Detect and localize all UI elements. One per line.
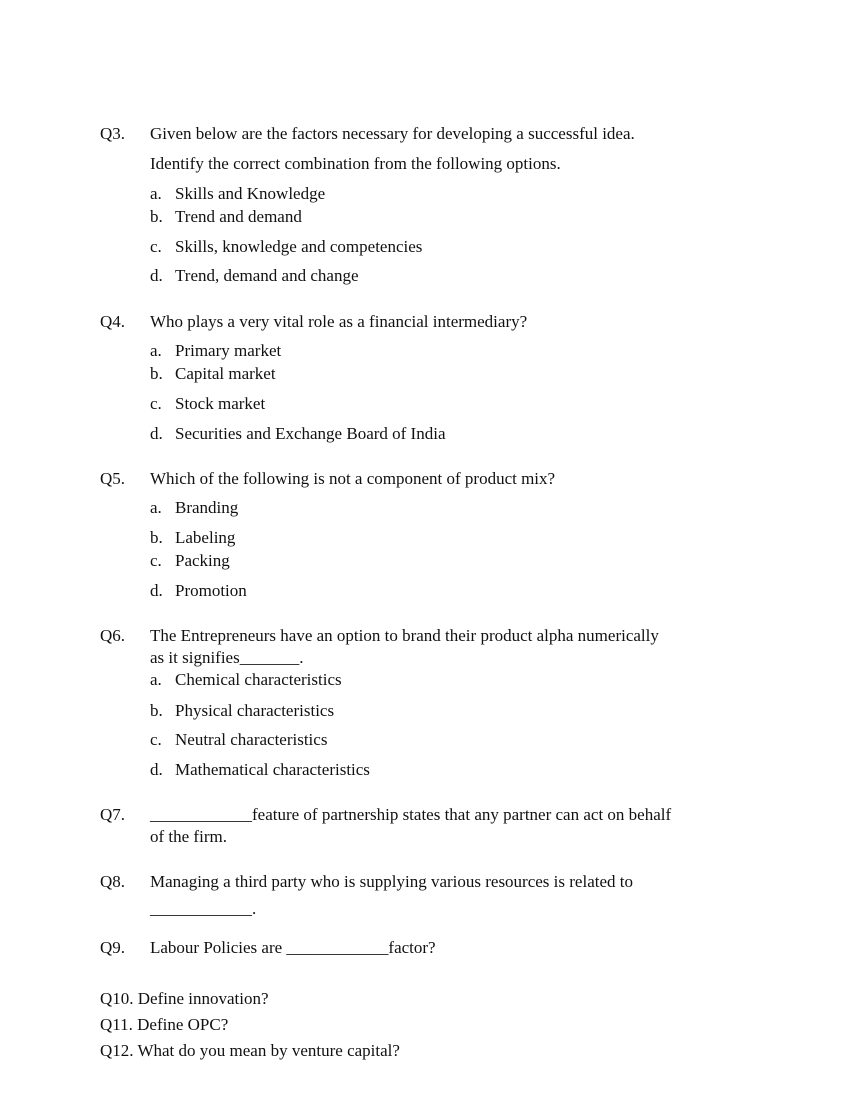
question-text-continued: as it signifies_______.	[150, 648, 304, 667]
short-question-q10: Q10. Define innovation?	[100, 989, 269, 1008]
option-letter: b.	[150, 701, 163, 720]
option-text: Neutral characteristics	[175, 730, 328, 749]
question-number: Q7.	[100, 805, 126, 824]
option-text: Labeling	[175, 528, 236, 547]
option-letter: a.	[150, 670, 162, 689]
option-letter: d.	[150, 760, 163, 779]
option-text: Skills and Knowledge	[175, 184, 326, 203]
question-text: Who plays a very vital role as a financial intermediary?	[150, 312, 528, 331]
option-text: Skills, knowledge and competencies	[175, 237, 423, 256]
question-text: ____________feature of partnership states that any partner can act on behalf	[150, 805, 672, 824]
option-letter: b.	[150, 364, 163, 383]
option-text: Trend and demand	[175, 207, 302, 226]
option-letter: b.	[150, 207, 163, 226]
option-letter: a.	[150, 498, 162, 517]
question-number: Q3.	[100, 124, 126, 143]
question-text: Which of the following is not a component of product mix?	[150, 469, 556, 488]
option-text: Trend, demand and change	[175, 266, 359, 285]
short-question-q12: Q12. What do you mean by venture capital?	[100, 1041, 400, 1060]
option-text: Packing	[175, 551, 230, 570]
question-text: Labour Policies are ____________factor?	[150, 938, 436, 957]
option-text: Promotion	[175, 581, 247, 600]
option-text: Stock market	[175, 394, 266, 413]
option-letter: a.	[150, 341, 162, 360]
question-number: Q9.	[100, 938, 126, 957]
question-number: Q8.	[100, 872, 126, 891]
option-text: Physical characteristics	[175, 701, 335, 720]
option-letter: c.	[150, 730, 162, 749]
question-text: The Entrepreneurs have an option to brand their product alpha numerically	[150, 626, 659, 645]
question-text-continued: Identify the correct combination from the following options.	[150, 154, 561, 173]
option-text: Chemical characteristics	[175, 670, 342, 689]
option-text: Capital market	[175, 364, 276, 383]
option-letter: d.	[150, 266, 163, 285]
question-number: Q5.	[100, 469, 126, 488]
option-text: Mathematical characteristics	[175, 760, 370, 779]
option-letter: d.	[150, 581, 163, 600]
option-text: Branding	[175, 498, 239, 517]
option-letter: a.	[150, 184, 162, 203]
option-text: Primary market	[175, 341, 282, 360]
question-text-continued: ____________.	[150, 899, 257, 918]
question-number: Q6.	[100, 626, 126, 645]
option-letter: c.	[150, 394, 162, 413]
option-letter: d.	[150, 424, 163, 443]
question-number: Q4.	[100, 312, 126, 331]
option-letter: b.	[150, 528, 163, 547]
question-text-continued: of the firm.	[150, 827, 227, 846]
option-letter: c.	[150, 237, 162, 256]
question-text: Given below are the factors necessary for developing a successful idea.	[150, 124, 635, 143]
short-question-q11: Q11. Define OPC?	[100, 1015, 229, 1034]
question-text: Managing a third party who is supplying various resources is related to	[150, 872, 633, 891]
option-letter: c.	[150, 551, 162, 570]
option-text: Securities and Exchange Board of India	[175, 424, 446, 443]
